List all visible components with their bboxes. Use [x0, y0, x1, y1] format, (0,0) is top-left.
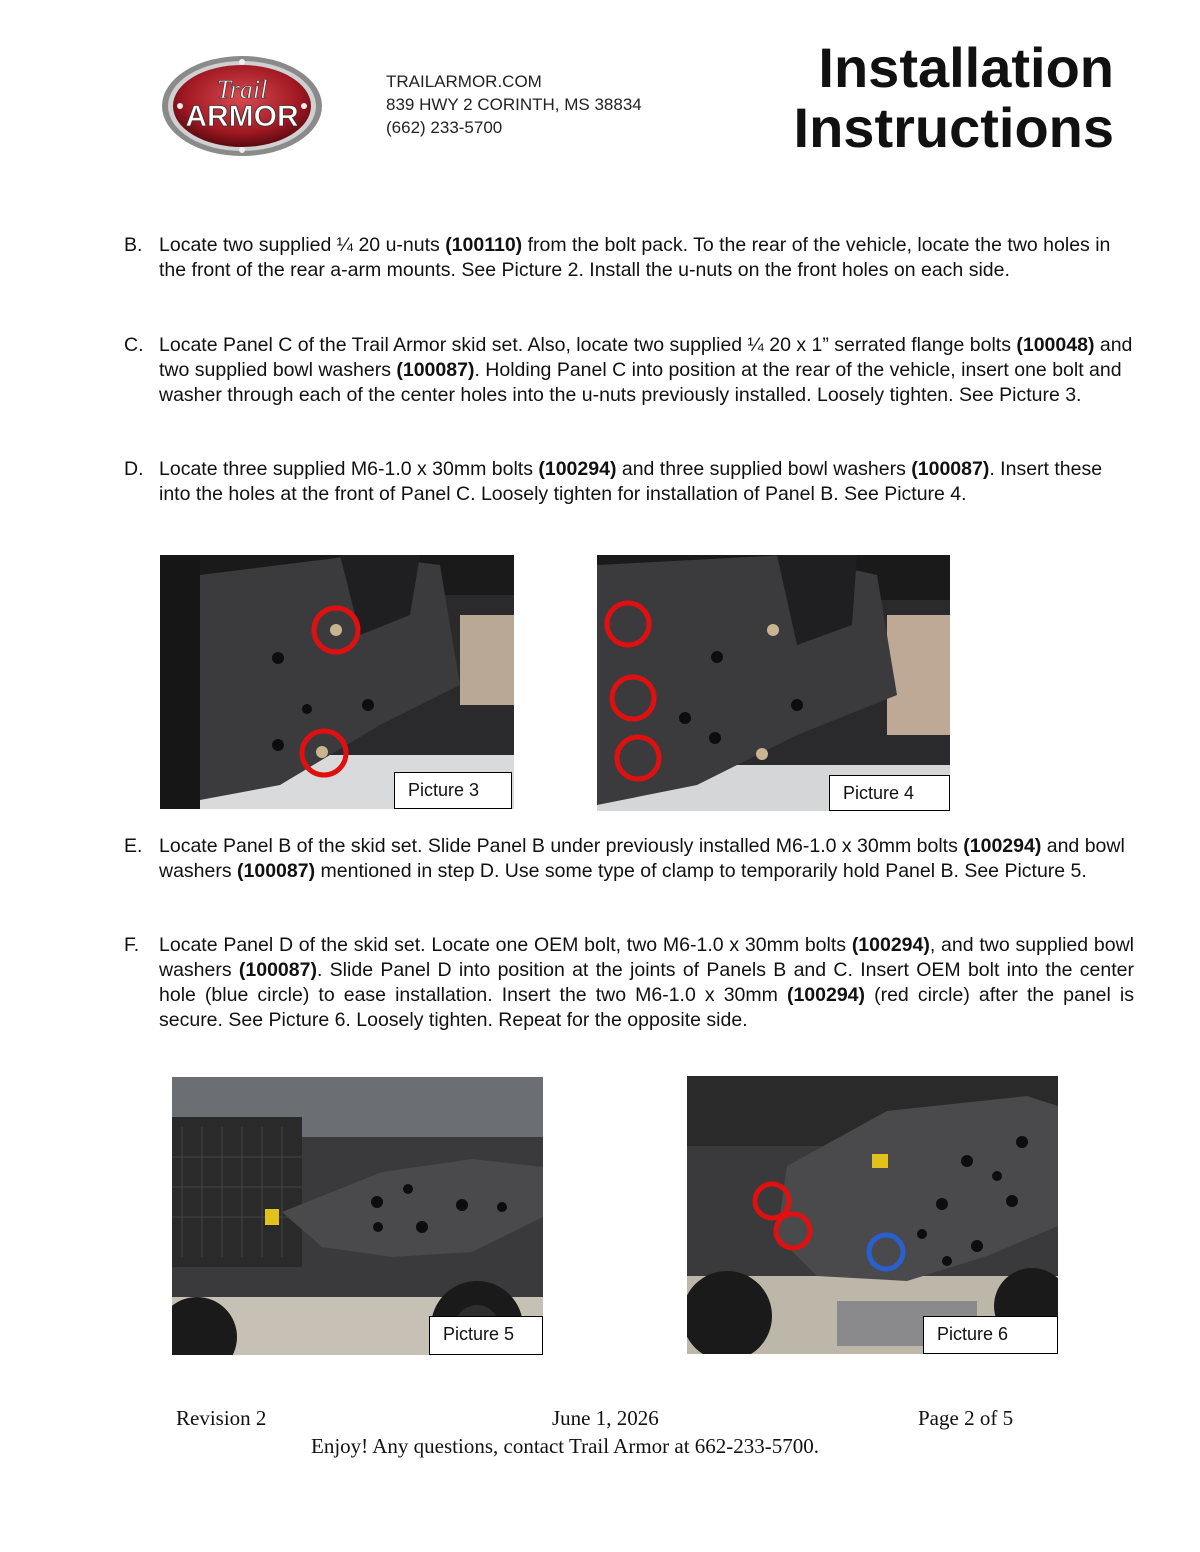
- photo-picture-3: [160, 555, 514, 809]
- photo-picture-6: [687, 1076, 1058, 1354]
- svg-text:ARMOR: ARMOR: [185, 100, 299, 133]
- footer-page-number: Page 2 of 5: [918, 1406, 1014, 1430]
- website-text: TRAILARMOR.COM: [386, 72, 542, 91]
- step-text: [159, 333, 1134, 408]
- step-text-part: Locate Panel B of the skid set. Slide Panel B under previously installed M6-1.0 x 30mm bolts: [159, 835, 964, 857]
- footer-note: Enjoy! Any questions, contact Trail Armor at 662-233-5700.: [311, 1434, 820, 1458]
- trail-armor-logo: [160, 54, 324, 158]
- step-text: [159, 233, 1134, 283]
- step-text: [159, 933, 1134, 1033]
- contact-block: [386, 70, 642, 139]
- part-number: (100048): [1016, 334, 1095, 356]
- part-number: (100087): [237, 860, 316, 882]
- part-number: (100294): [786, 984, 866, 1006]
- step-text-part: . Slide Panel D into position at the joints of Panels B and C. Insert OEM bolt into the center hole (blue circle) to ease installation. Insert the two M6-1.0 x 30mm: [159, 959, 1135, 1006]
- page-title: [794, 38, 1114, 158]
- step-letter: D.: [124, 458, 144, 480]
- step-text-part: and three supplied bowl washers: [616, 458, 912, 480]
- footer-revision: Revision 2: [176, 1406, 267, 1430]
- part-number: (100294): [963, 835, 1042, 857]
- step-e: [124, 834, 1134, 884]
- step-text: [159, 457, 1134, 507]
- caption-picture-6: Picture 6: [923, 1316, 1058, 1354]
- caption-picture-3: Picture 3: [394, 772, 512, 809]
- svg-text:Trail: Trail: [216, 75, 268, 104]
- step-text-part: Locate Panel C of the Trail Armor skid set. Also, locate two supplied ¼ 20 x 1” serrated flange bolts: [159, 334, 1017, 356]
- step-text-part: mentioned in step D. Use some type of clamp to temporarily hold Panel B. See Picture 5.: [315, 860, 1087, 882]
- step-text-part: Locate two supplied ¼ 20 u-nuts: [159, 234, 446, 256]
- step-d: [124, 457, 1134, 507]
- step-text-part: and two supplied bowl washers: [159, 334, 1133, 381]
- step-text-part: and bowl washers: [159, 835, 1125, 882]
- step-c: [124, 333, 1134, 408]
- step-text-part: from the bolt pack. To the rear of the vehicle, locate the two holes in the front of the rear a-arm mounts. See Picture 2. Install the u-nuts on the front holes on each side.: [159, 234, 1111, 281]
- step-text: [159, 834, 1134, 884]
- title-line-2: Instructions: [793, 96, 1114, 159]
- photo-picture-4: [597, 555, 950, 811]
- step-f: [124, 933, 1134, 1033]
- step-text-part: Locate Panel D of the skid set. Locate one OEM bolt, two M6-1.0 x 30mm bolts: [159, 934, 852, 956]
- title-line-1: Installation: [818, 36, 1114, 99]
- step-b: [124, 233, 1134, 283]
- caption-picture-5: Picture 5: [429, 1316, 543, 1355]
- address-text: 839 HWY 2 CORINTH, MS 38834: [386, 95, 642, 114]
- part-number: (100110): [445, 234, 523, 256]
- footer-date: June 1, 2026: [552, 1406, 659, 1430]
- step-text-part: . Insert these into the holes at the front of Panel C. Loosely tighten for installation of Panel B. See Picture 4.: [159, 458, 1103, 505]
- phone-text: (662) 233-5700: [386, 118, 503, 137]
- step-text-part: . Holding Panel C into position at the rear of the vehicle, insert one bolt and washer through each of the center holes into the u-nuts previously installed. Loosely tighten. See Picture 3.: [159, 359, 1122, 406]
- step-letter: E.: [124, 835, 143, 857]
- part-number: (100087): [238, 959, 317, 981]
- part-number: (100294): [538, 458, 617, 480]
- part-number: (100087): [396, 359, 475, 381]
- step-letter: C.: [124, 334, 144, 356]
- part-number: (100294): [851, 934, 930, 956]
- photo-picture-5: [172, 1077, 543, 1355]
- caption-picture-4: Picture 4: [829, 775, 950, 811]
- step-letter: F.: [124, 934, 140, 956]
- step-text-part: Locate three supplied M6-1.0 x 30mm bolts: [159, 458, 539, 480]
- part-number: (100087): [911, 458, 990, 480]
- step-letter: B.: [124, 234, 143, 256]
- step-text-part: (red circle) after the panel is secure. See Picture 6. Loosely tighten. Repeat for the opposite side.: [159, 984, 1134, 1031]
- step-text-part: , and two supplied bowl washers: [159, 934, 1134, 981]
